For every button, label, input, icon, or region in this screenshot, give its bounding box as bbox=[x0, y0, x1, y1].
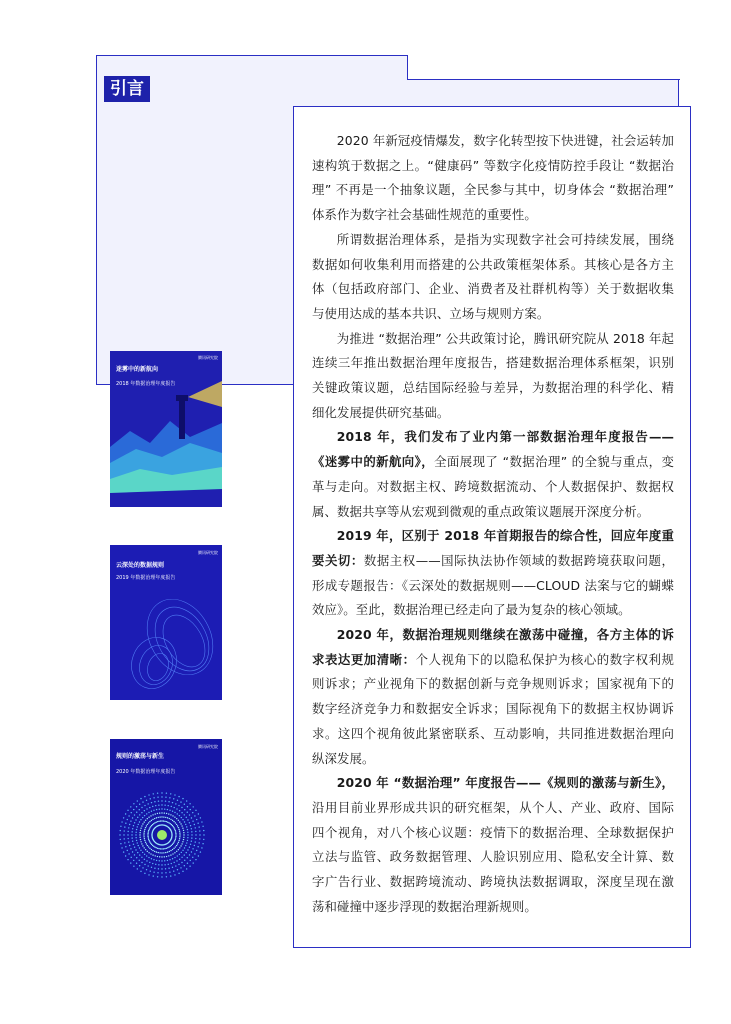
cover-2020-title: 规则的激荡与新生 bbox=[116, 753, 165, 760]
intro-paragraph bbox=[312, 327, 674, 426]
intro-text-box bbox=[293, 106, 691, 948]
cover-2020-artwork bbox=[110, 739, 222, 895]
frame-step-line bbox=[407, 79, 680, 80]
intro-paragraph bbox=[312, 129, 674, 228]
cover-2018-title: 迷雾中的新航向 bbox=[116, 366, 159, 373]
cover-2019-title: 云深处的数据规则 bbox=[116, 562, 165, 569]
intro-paragraph bbox=[312, 425, 674, 524]
paragraph-lead-text: 2019 年，区别于 2018 年首期报告的综合性，回应年度重要关切： bbox=[312, 528, 674, 568]
paragraph-body-text: 全面展现了 “数据治理” 的全貌与重点，变革与走向。对数据主权、跨境数据流动、个人数据保护、数据权属、数据共享等从宏观到微观的重点政策议题展开深度分析。 bbox=[312, 454, 674, 519]
cover-2018-publisher: 腾讯研究院 bbox=[198, 355, 218, 360]
cover-2018-artwork bbox=[110, 351, 222, 507]
report-cover-2018 bbox=[110, 351, 222, 507]
paragraph-body-text: 沿用目前业界形成共识的研究框架，从个人、产业、政府、国际四个视角，对八个核心议题：疫情下的数据治理、全球数据保护立法与监管、政务数据管理、人脸识别应用、隐私安全计算、数字广告行业、数据跨境流动、跨境执法数据调取，深度呈现在激荡和碰撞中逐步浮现的数据治理新规则。 bbox=[312, 799, 674, 914]
paragraph-body-text: 所谓数据治理体系，是指为实现数字社会可持续发展，围绕数据如何收集利用而搭建的公共政策框架体系。其核心是各方主体（包括政府部门、企业、消费者及社群机构等）关于数据收集与使用达成的基本共识、立场与规则方案。 bbox=[312, 231, 674, 321]
intro-paragraph bbox=[312, 524, 674, 623]
paragraph-body-text: 数据主权——国际执法协作领域的数据跨境获取问题，形成专题报告：《云深处的数据规则——CLOUD 法案与它的蝴蝶效应》。至此，数据治理已经走向了最为复杂的核心领域。 bbox=[312, 552, 674, 618]
intro-paragraph bbox=[312, 771, 674, 919]
intro-paragraphs bbox=[312, 129, 674, 920]
intro-paragraph bbox=[312, 623, 674, 771]
report-cover-2020 bbox=[110, 739, 222, 895]
paragraph-lead-text: 2020 年 “数据治理” 年度报告——《规则的激荡与新生》， bbox=[336, 775, 674, 791]
frame-step-notch bbox=[408, 55, 680, 80]
paragraph-body-text: 个人视角下的以隐私保护为核心的数字权利规则诉求；产业视角下的数据创新与竞争规则诉求；国家视角下的数字经济竞争力和数据安全诉求；国际视角下的数据主权协调诉求。这四个视角彼此紧密联系、互动影响，共同推进数据治理向纵深发展。 bbox=[312, 651, 674, 766]
report-cover-2019 bbox=[110, 545, 222, 700]
cover-2018-subtitle: 2018 年数据治理年度报告 bbox=[116, 381, 176, 387]
frame-step-line bbox=[407, 55, 408, 80]
paragraph-lead-text: 2018 年，我们发布了业内第一部数据治理年度报告——《迷雾中的新航向》， bbox=[312, 429, 674, 470]
cover-2019-publisher: 腾讯研究院 bbox=[198, 550, 218, 555]
cover-2020-subtitle: 2020 年数据治理年度报告 bbox=[116, 769, 176, 775]
intro-paragraph bbox=[312, 228, 674, 327]
paragraph-lead-text: 2020 年，数据治理规则继续在激荡中碰撞，各方主体的诉求表达更加清晰： bbox=[312, 627, 674, 667]
paragraph-body-text: 2020 年新冠疫情爆发，数字化转型按下快进键，社会运转加速构筑于数据之上。“健康码” 等数字化疫情防控手段让 “数据治理” 不再是一个抽象议题，全民参与其中，切身体会 “数据治理” 体系作为数字社会基础性规范的重要性。 bbox=[312, 133, 674, 223]
cover-2019-subtitle: 2019 年数据治理年度报告 bbox=[116, 575, 176, 581]
cover-2020-publisher: 腾讯研究院 bbox=[198, 744, 218, 749]
frame-step-line bbox=[678, 79, 679, 106]
section-title: 引言 bbox=[104, 76, 150, 102]
paragraph-body-text: 为推进 “数据治理” 公共政策讨论，腾讯研究院从 2018 年起连续三年推出数据治理年度报告，搭建数据治理体系框架，识别关键政策议题，总结国际经验与差异，为数据治理的科学化、精细化发展提供研究基础。 bbox=[312, 330, 674, 420]
